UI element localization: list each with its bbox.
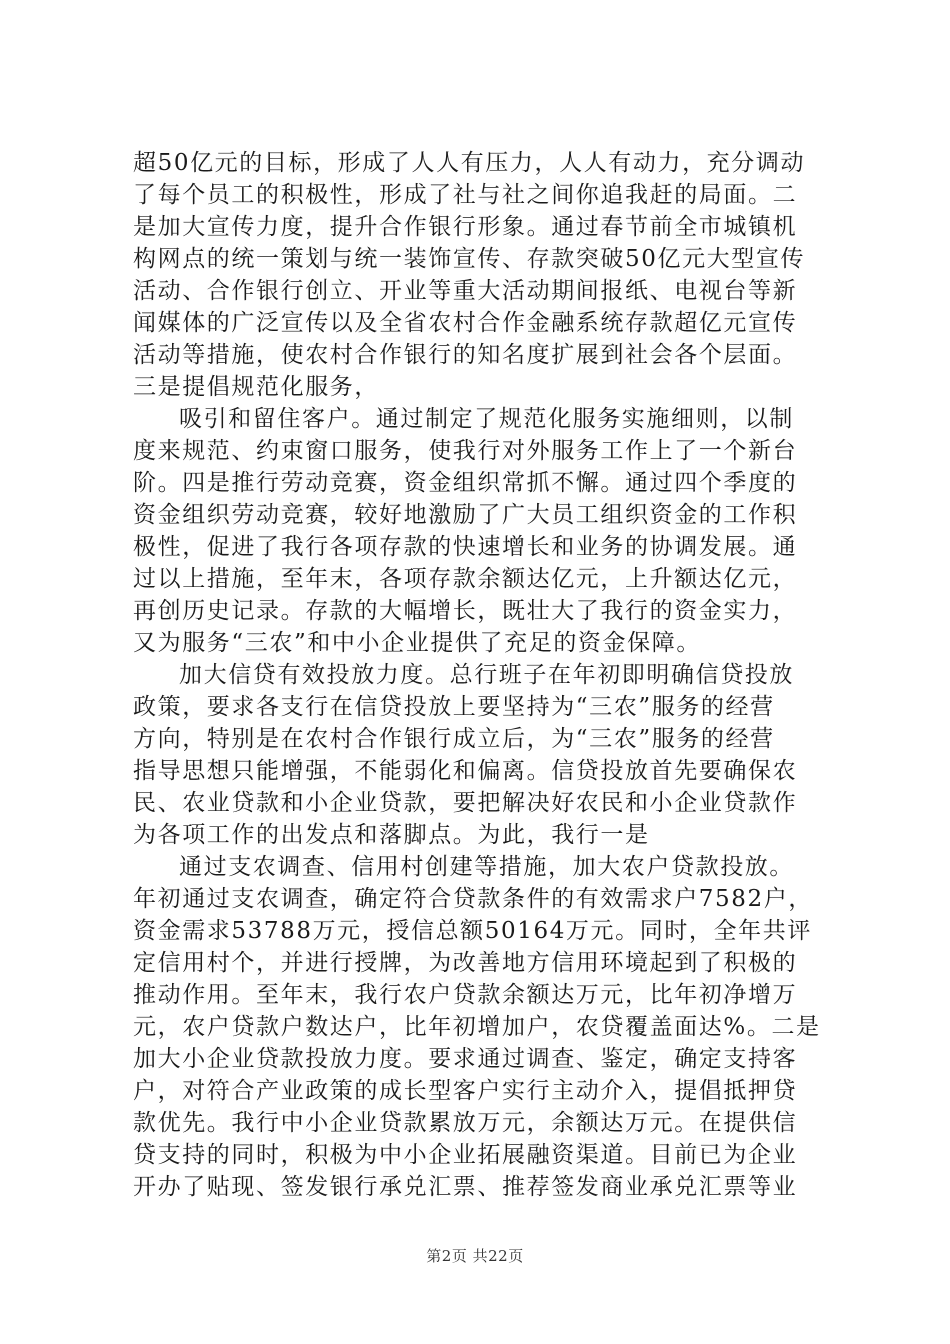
- text-line: 度来规范、约束窗口服务，使我行对外服务工作上了一个新台: [133, 438, 798, 464]
- page-number-label: 第2页 共22页: [426, 1247, 524, 1265]
- text-line: 民、农业贷款和小企业贷款，要把解决好农民和小企业贷款作: [133, 790, 798, 816]
- text-line: 政策，要求各支行在信贷投放上要坚持为“三农”服务的经营: [133, 694, 775, 720]
- text-line: 了每个员工的积极性，形成了社与社之间你追我赶的局面。二: [133, 182, 798, 208]
- text-line: 过以上措施，至年末，各项存款余额达亿元，上升额达亿元，: [133, 566, 798, 592]
- text-line: 又为服务“三农”和中小企业提供了充足的资金保障。: [133, 630, 701, 656]
- text-line: 款优先。我行中小企业贷款累放万元，余额达万元。在提供信: [133, 1110, 798, 1136]
- paragraph-2: [133, 403, 833, 659]
- text-line: 吸引和留住客户。通过制定了规范化服务实施细则，以制: [179, 406, 794, 432]
- page-footer: [0, 1245, 950, 1266]
- text-line: 活动等措施，使农村合作银行的知名度扩展到社会各个层面。: [133, 342, 798, 368]
- text-line: 元，农户贷款户数达户，比年初增加户，农贷覆盖面达%。二是: [133, 1014, 821, 1040]
- text-line: 构网点的统一策划与统一装饰宣传、存款突破50亿元大型宣传: [133, 246, 806, 272]
- text-line: 闻媒体的广泛宣传以及全省农村合作金融系统存款超亿元宣传: [133, 310, 798, 336]
- text-line: 指导思想只能增强，不能弱化和偏离。信贷投放首先要确保农: [133, 758, 798, 784]
- text-line: 三是提倡规范化服务，: [133, 374, 379, 400]
- paragraph-3: [133, 659, 833, 851]
- paragraph-4: [133, 851, 833, 1203]
- text-line: 户，对符合产业政策的成长型客户实行主动介入，提倡抵押贷: [133, 1078, 798, 1104]
- text-line: 超50亿元的目标，形成了人人有压力，人人有动力，充分调动: [133, 150, 806, 176]
- text-line: 贷支持的同时，积极为中小企业拓展融资渠道。目前已为企业: [133, 1142, 798, 1168]
- text-line: 资金组织劳动竞赛，较好地激励了广大员工组织资金的工作积: [133, 502, 798, 528]
- text-line: 年初通过支农调查，确定符合贷款条件的有效需求户7582户，: [133, 886, 813, 912]
- text-line: 活动、合作银行创立、开业等重大活动期间报纸、电视台等新: [133, 278, 798, 304]
- text-line: 是加大宣传力度，提升合作银行形象。通过春节前全市城镇机: [133, 214, 798, 240]
- text-line: 加大小企业贷款投放力度。要求通过调查、鉴定，确定支持客: [133, 1046, 798, 1072]
- paragraph-1: [133, 147, 833, 403]
- document-body: [133, 147, 833, 1203]
- text-line: 阶。四是推行劳动竞赛，资金组织常抓不懈。通过四个季度的: [133, 470, 798, 496]
- text-line: 开办了贴现、签发银行承兑汇票、推荐签发商业承兑汇票等业: [133, 1174, 798, 1200]
- text-line: 方向，特别是在农村合作银行成立后，为“三农”服务的经营: [133, 726, 775, 752]
- text-line: 极性，促进了我行各项存款的快速增长和业务的协调发展。通: [133, 534, 798, 560]
- text-line: 定信用村个，并进行授牌，为改善地方信用环境起到了积极的: [133, 950, 798, 976]
- text-line: 为各项工作的出发点和落脚点。为此，我行一是: [133, 822, 650, 848]
- text-line: 再创历史记录。存款的大幅增长，既壮大了我行的资金实力，: [133, 598, 798, 624]
- text-line: 加大信贷有效投放力度。总行班子在年初即明确信贷投放: [179, 662, 794, 688]
- text-line: 通过支农调查、信用村创建等措施，加大农户贷款投放。: [179, 854, 794, 880]
- text-line: 推动作用。至年末，我行农户贷款余额达万元，比年初净增万: [133, 982, 798, 1008]
- text-line: 资金需求53788万元，授信总额50164万元。同时，全年共评: [133, 918, 812, 944]
